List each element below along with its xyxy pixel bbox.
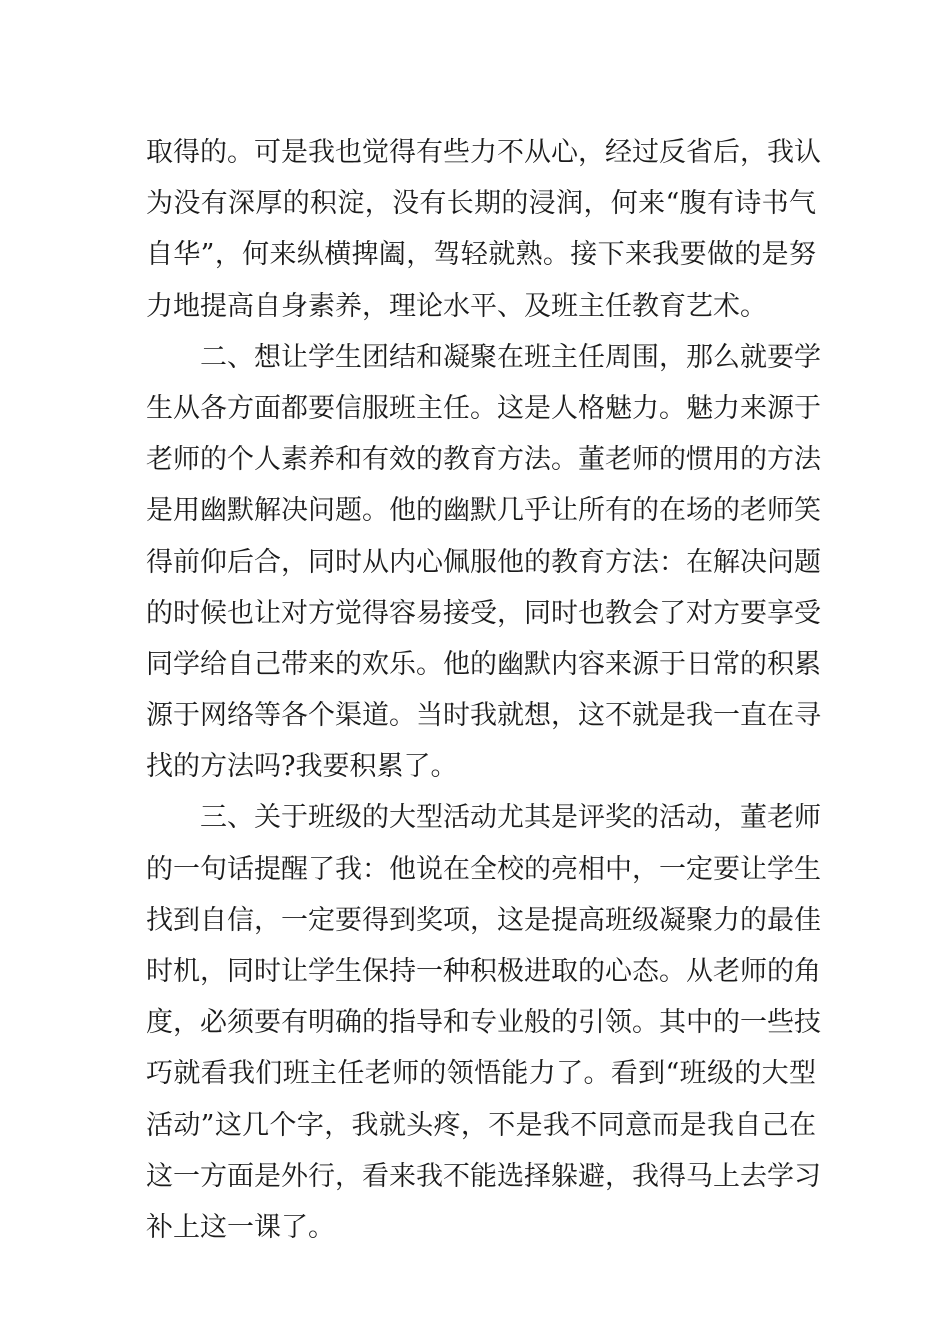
- text-line: 这一方面是外行，看来我不能选择躲避，我得马上去学习: [146, 1160, 821, 1192]
- text-line: 得前仰后合，同时从内心佩服他的教育方法：在解决问题: [146, 546, 821, 578]
- text-line: 力地提高自身素养，理论水平、及班主任教育艺术。: [146, 290, 767, 322]
- paragraph-continuation: [146, 127, 821, 332]
- text-line: 是用幽默解决问题。他的幽默几乎让所有的在场的老师笑: [146, 495, 821, 527]
- text-line: 巧就看我们班主任老师的领悟能力了。看到“班级的大型: [146, 1058, 816, 1090]
- paragraph-point-two: [146, 332, 821, 793]
- text-line: 时机，同时让学生保持一种积极进取的心态。从老师的角: [146, 956, 821, 987]
- text-line: 找到自信，一定要得到奖项，这是提高班级凝聚力的最佳: [146, 904, 821, 936]
- text-line: 老师的个人素养和有效的教育方法。董老师的惯用的方法: [146, 444, 821, 476]
- text-line: 取得的。可是我也觉得有些力不从心，经过反省后，我认: [146, 137, 821, 168]
- text-line: 补上这一课了。: [146, 1211, 335, 1243]
- text-line: 的一句话提醒了我：他说在全校的亮相中，一定要让学生: [146, 853, 821, 885]
- text-line: 找的方法吗?我要积累了。: [146, 751, 458, 783]
- text-line: 二、想让学生团结和凝聚在班主任周围，那么就要学: [200, 341, 821, 373]
- text-line: 为没有深厚的积淀，没有长期的浸润，何来“腹有诗书气: [146, 188, 816, 220]
- text-line: 同学给自己带来的欢乐。他的幽默内容来源于日常的积累: [146, 648, 821, 680]
- document-body: [146, 127, 821, 1253]
- text-line: 生从各方面都要信服班主任。这是人格魅力。魅力来源于: [146, 392, 821, 424]
- text-line: 源于网络等各个渠道。当时我就想，这不就是我一直在寻: [146, 700, 821, 732]
- text-line: 三、关于班级的大型活动尤其是评奖的活动，董老师: [200, 802, 821, 834]
- paragraph-point-three: [146, 792, 821, 1253]
- text-line: 活动”这几个字，我就头疼，不是我不同意而是我自己在: [146, 1109, 816, 1141]
- text-line: 自华”，何来纵横捭阖，驾轻就熟。接下来我要做的是努: [146, 239, 816, 271]
- text-line: 的时候也让对方觉得容易接受，同时也教会了对方要享受: [146, 597, 821, 629]
- text-line: 度，必须要有明确的指导和专业般的引领。其中的一些技: [146, 1007, 821, 1039]
